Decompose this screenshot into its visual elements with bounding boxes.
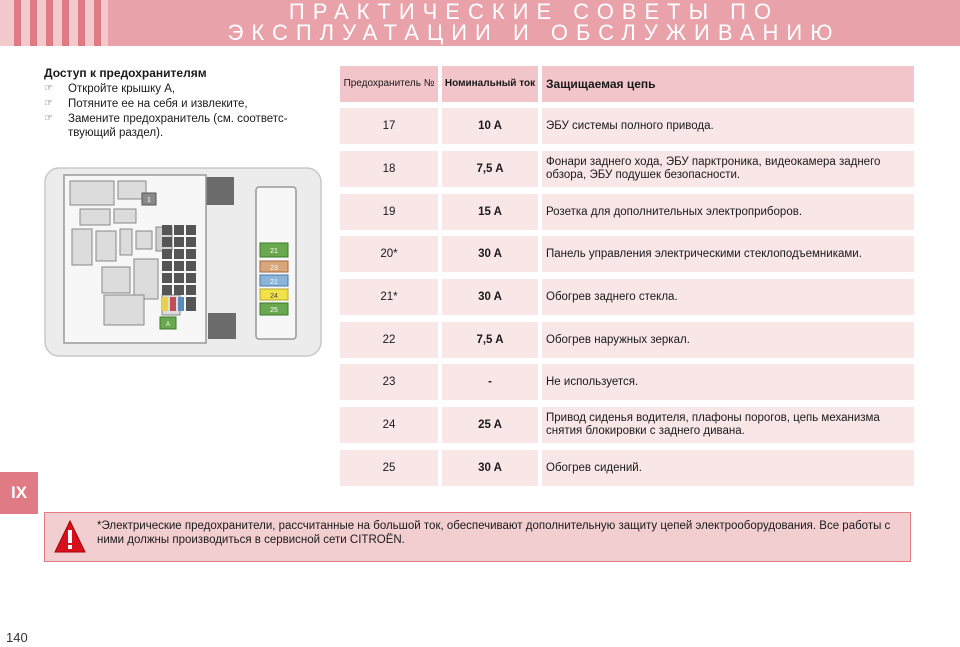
fuse-number: 22 xyxy=(340,322,438,358)
header-stripes xyxy=(0,0,104,46)
header-rating: Номинальный ток xyxy=(442,66,538,102)
fuse-label: 21 xyxy=(270,248,278,255)
warning-note xyxy=(44,512,911,562)
table-row xyxy=(340,108,914,144)
fuse-circuit: Обогрев заднего стекла. xyxy=(542,279,914,315)
fuse-circuit: Розетка для дополнительных электроприборов. xyxy=(542,194,914,230)
warning-icon xyxy=(53,519,87,555)
step-item xyxy=(44,82,334,96)
table-row xyxy=(340,322,914,358)
access-title: Доступ к предохранителям xyxy=(44,66,207,80)
step-item xyxy=(44,112,334,140)
fuse-circuit: ЭБУ системы полного привода. xyxy=(542,108,914,144)
fuse-rating: - xyxy=(442,364,538,400)
pointing-hand-icon: ☞ xyxy=(44,83,53,94)
fuse-grid xyxy=(162,225,196,311)
fuse-circuit: Фонари заднего хода, ЭБУ парктроника, видеокамера заднего обзора, ЭБУ подушек безопасности. xyxy=(542,151,914,187)
fuse-number: 25 xyxy=(340,450,438,486)
steps-list xyxy=(44,82,334,141)
chapter-tab: IX xyxy=(0,472,38,514)
label-1: 1 xyxy=(147,197,151,204)
fuse-number: 21* xyxy=(340,279,438,315)
fuse-rating: 30 A xyxy=(442,279,538,315)
fuse-rating: 30 A xyxy=(442,236,538,272)
table-row xyxy=(340,450,914,486)
fuse-label: 23 xyxy=(270,265,278,272)
header-fuse: Предохранитель № xyxy=(340,66,438,102)
fuse-circuit: Привод сиденья водителя, плафоны порогов, цепь механизма снятия блокировки с заднего дивана. xyxy=(542,407,914,443)
fuse-label: 21 xyxy=(270,279,278,286)
page-number: 140 xyxy=(6,630,28,645)
table-header xyxy=(340,66,914,102)
table-row xyxy=(340,151,914,187)
table-row xyxy=(340,364,914,400)
table-row xyxy=(340,194,914,230)
fuse-number: 19 xyxy=(340,194,438,230)
pointing-hand-icon: ☞ xyxy=(44,113,53,124)
fuse-rating: 10 A xyxy=(442,108,538,144)
header-circuit: Защищаемая цепь xyxy=(542,66,914,102)
table-row xyxy=(340,236,914,272)
fuse-number: 24 xyxy=(340,407,438,443)
fuse-circuit: Обогрев наружных зеркал. xyxy=(542,322,914,358)
fuse-number: 20* xyxy=(340,236,438,272)
title-line-2: ЭКСПЛУАТАЦИИ И ОБСЛУЖИВАНИЮ xyxy=(227,20,841,45)
page-title xyxy=(108,0,960,46)
fuse-label: 25 xyxy=(270,307,278,314)
step-text: Потяните ее на себя и извлеките, xyxy=(68,98,248,110)
step-text: Замените предохранитель (см. соответс- твующий раздел). xyxy=(68,113,288,139)
fuse-circuit: Обогрев сидений. xyxy=(542,450,914,486)
title-line-1: ПРАКТИЧЕСКИЕ СОВЕТЫ ПО xyxy=(288,0,780,24)
pointing-hand-icon: ☞ xyxy=(44,98,53,109)
header-bar xyxy=(0,0,960,46)
fuse-circuit: Панель управления электрическими стеклоподъемниками. xyxy=(542,236,914,272)
fuse-rating: 7,5 A xyxy=(442,322,538,358)
table-row xyxy=(340,279,914,315)
fuse-rating: 25 A xyxy=(442,407,538,443)
fuse-circuit: Не используется. xyxy=(542,364,914,400)
fuse-rating: 15 A xyxy=(442,194,538,230)
label-a: A xyxy=(165,322,171,328)
fuse-rating: 30 A xyxy=(442,450,538,486)
fuse-label: 24 xyxy=(270,293,278,300)
table-row xyxy=(340,407,914,443)
fuse-rating: 7,5 A xyxy=(442,151,538,187)
step-text: Откройте крышку A, xyxy=(68,83,176,95)
mount-tab xyxy=(208,313,236,339)
fuse-number: 23 xyxy=(340,364,438,400)
fuse-number: 17 xyxy=(340,108,438,144)
mount-tab xyxy=(204,177,234,205)
note-text: *Электрические предохранители, рассчитанные на большой ток, обеспечивают дополнительную защиту цепей электрооборудования. Все работы с ними должны производиться в сервисной сети CITROËN. xyxy=(97,520,891,546)
step-item xyxy=(44,97,334,111)
fuse-box-diagram xyxy=(44,167,322,357)
fuse-number: 18 xyxy=(340,151,438,187)
